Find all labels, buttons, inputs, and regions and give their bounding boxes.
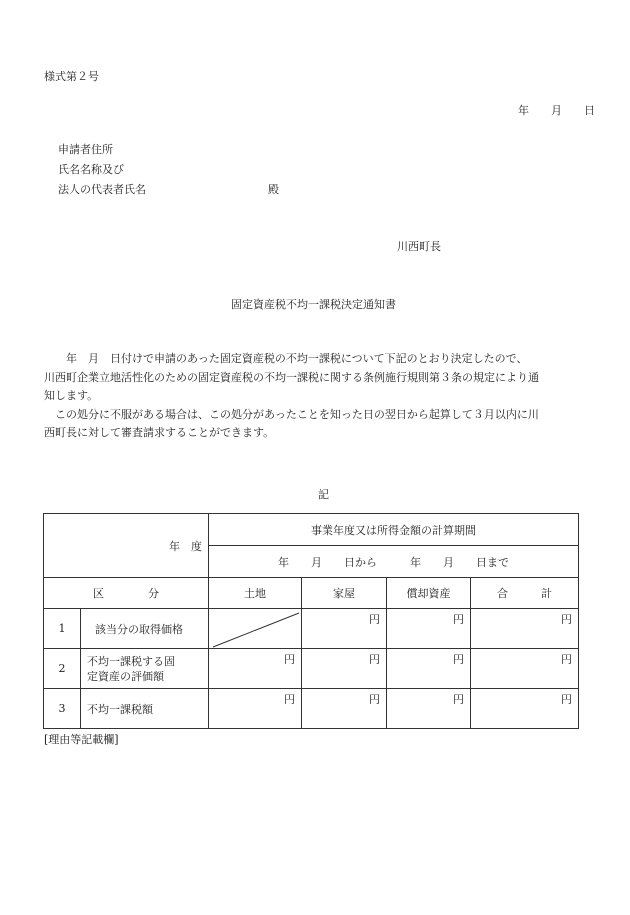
year-header-cell bbox=[44, 514, 209, 578]
applicant-address-label: 申請者住所 bbox=[58, 143, 113, 156]
representative-name-label: 法人の代表者氏名 bbox=[58, 183, 146, 196]
row-label bbox=[81, 609, 209, 649]
land-value-cell: 円 bbox=[209, 649, 302, 689]
row-number: 2 bbox=[44, 649, 81, 689]
column-land: 土地 bbox=[209, 578, 302, 609]
total-value-cell: 円 bbox=[471, 609, 579, 649]
row-label-line: 不均一課税額 bbox=[87, 702, 153, 716]
total-value-cell: 円 bbox=[471, 649, 579, 689]
column-building: 家屋 bbox=[302, 578, 387, 609]
table-row bbox=[44, 649, 579, 689]
depreciable-value-cell: 円 bbox=[387, 609, 471, 649]
honorific: 殿 bbox=[268, 183, 279, 196]
date-line: 年 月 日 bbox=[518, 104, 595, 117]
body-line: この処分に不服がある場合は、この処分があったことを知った日の翌日から起算して３月以内に川 bbox=[55, 407, 539, 421]
column-total: 合 計 bbox=[471, 578, 579, 609]
issuer: 川西町長 bbox=[397, 240, 441, 253]
depreciable-value-cell: 円 bbox=[387, 689, 471, 729]
ki-heading: 記 bbox=[318, 488, 329, 501]
row-label-line: 該当分の取得価格 bbox=[95, 622, 183, 636]
document-title: 固定資産税不均一課税決定通知書 bbox=[231, 298, 396, 311]
total-value-cell: 円 bbox=[471, 689, 579, 729]
body-line: 川西町企業立地活性化のための固定資産税の不均一課税に関する条例施行規則第３条の規定により通 bbox=[44, 370, 539, 384]
reason-label: [理由等記載欄] bbox=[44, 733, 119, 746]
row-label bbox=[81, 689, 209, 729]
diagonal-strike bbox=[209, 609, 302, 649]
period-range: 年 月 日から 年 月 日まで bbox=[209, 546, 579, 578]
body-line: 年 月 日付けで申請のあった固定資産税の不均一課税について下記のとおり決定したので、 bbox=[44, 352, 528, 365]
row-number: 1 bbox=[44, 609, 81, 649]
period-title: 事業年度又は所得金額の計算期間 bbox=[209, 514, 579, 546]
year-label: 年 度 bbox=[169, 539, 202, 553]
category-label: 区 分 bbox=[44, 578, 209, 609]
applicant-name-label: 氏名名称及び bbox=[58, 163, 124, 176]
building-value-cell: 円 bbox=[302, 609, 387, 649]
building-value-cell: 円 bbox=[302, 689, 387, 729]
body-line: 西町長に対して審査請求することができます。 bbox=[44, 426, 275, 439]
row-label-line: 不均一課税する固 bbox=[87, 654, 175, 668]
assessment-table bbox=[43, 513, 579, 729]
depreciable-value-cell: 円 bbox=[387, 649, 471, 689]
row-label bbox=[81, 649, 209, 689]
form-number: 様式第２号 bbox=[44, 70, 99, 83]
land-value-cell-blank bbox=[209, 609, 302, 649]
land-value-cell: 円 bbox=[209, 689, 302, 729]
column-depreciable-assets: 償却資産 bbox=[387, 578, 471, 609]
row-number: 3 bbox=[44, 689, 81, 729]
body-line: 知します。 bbox=[44, 389, 99, 402]
body-paragraph-1 bbox=[44, 350, 582, 443]
table-row bbox=[44, 689, 579, 729]
table-row bbox=[44, 609, 579, 649]
building-value-cell: 円 bbox=[302, 649, 387, 689]
row-label-line: 定資産の評価額 bbox=[87, 669, 164, 683]
